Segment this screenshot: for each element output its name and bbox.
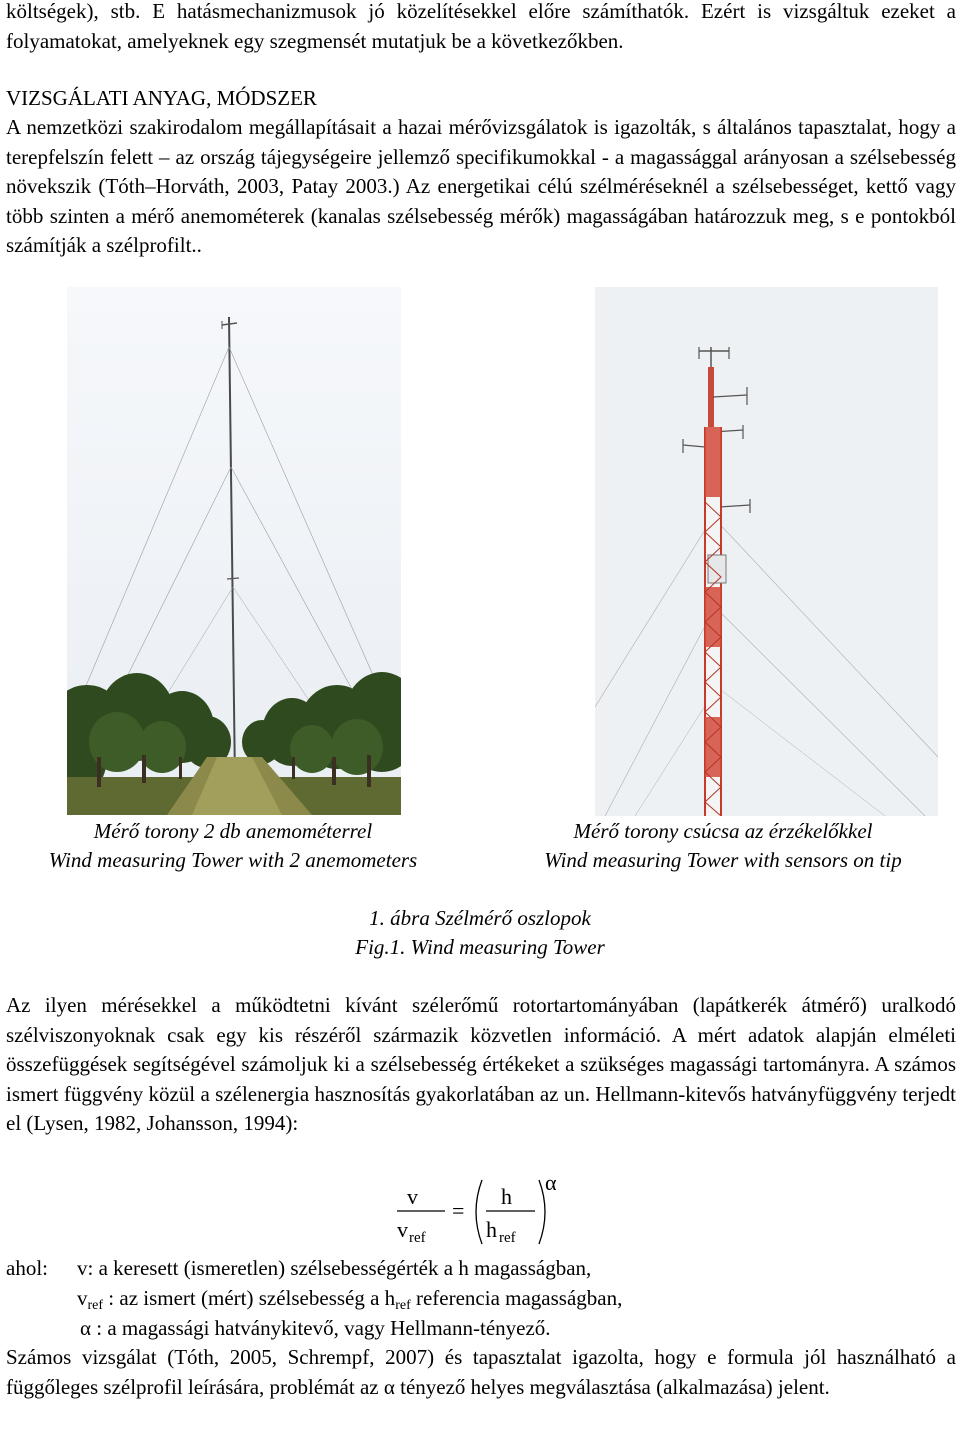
formula-v: v — [407, 1184, 418, 1209]
alpha-symbol-inline: α — [383, 1374, 395, 1399]
results-paragraph: Az ilyen mérésekkel a működtetni kívánt szélerőmű rotortartományában (lapátkerék átmérő) uralkodó szélviszonyoknak csak egy kis részéről származik közvetlen információ. A mért adatok alapján elméleti összefüggések segítségével számoljuk ki a szélsebesség értékeket a szükséges magassági tartományra. A számos ismert függvény közül a szélenergia hasznosítás gyakorlatában az un. Hellmann-kitevős hatványfüggvény terjedt el (Lysen, 1982, Johansson, 1994): — [6, 993, 956, 1135]
definition-alpha: α : a magassági hatványkitevő, vagy Hellmann-tényező. — [80, 1316, 551, 1340]
right-tower-photo — [595, 287, 938, 816]
formula-h-ref-sub: ref — [499, 1230, 516, 1246]
left-caption-hu: Mérő torony 2 db anemométerrel — [93, 819, 373, 843]
definition-v-ref: $v_{ref}$ : az ismert (mért) szélsebesség a $h_{ref}$ referencia magasságban, — [77, 1286, 623, 1313]
figure-label-en: Fig.1. Wind measuring Tower — [355, 935, 605, 959]
formula-v-ref-sub: ref — [409, 1230, 426, 1246]
final-paragraph: Számos vizsgálat (Tóth, 2005, Schrempf, 2007) és tapasztalat igazolta, hogy e formula jól használható a függőleges szélprofil leírására, problémát az α tényező helyes megválasztása (alkalmazása) jelent. — [6, 1345, 956, 1399]
definition-v: v: a keresett (ismeretlen) szélsebességérték a h magasságban, — [77, 1256, 592, 1280]
formula-v-ref-base: v — [397, 1217, 408, 1242]
left-tower-photo — [67, 287, 401, 815]
figure-label-hu: 1. ábra Szélmérő oszlopok — [369, 906, 591, 930]
right-caption-en: Wind measuring Tower with sensors on tip — [544, 848, 902, 872]
formula-equals: = — [452, 1198, 465, 1223]
left-paren-icon — [476, 1180, 482, 1244]
formula-h: h — [501, 1184, 512, 1209]
tall-mast-image — [67, 287, 401, 815]
method-paragraph: A nemzetközi szakirodalom megállapításait a hazai mérővizsgálatok is igazolták, s általános tapasztalat, hogy a terepfelszín felett – az ország tájegységeire jellemző specifikumokkal - a magassággal arányosan a szélsebesség növekszik (Tóth–Horváth, 2003, Patay 2003.) Az energetikai célú szélméréseknél a szélsebességet, kettő vagy több szinten a mérő anemométerek (kanalas szélsebesség mérők) magasságában határozzuk meg, s e pontokból számítják a szélprofilt.. — [6, 115, 956, 257]
ahol-label: ahol: — [6, 1256, 48, 1280]
right-caption-hu: Mérő torony csúcsa az érzékelőkkel — [573, 819, 873, 843]
formula-alpha: α — [545, 1174, 557, 1195]
left-caption-en: Wind measuring Tower with 2 anemometers — [48, 848, 418, 872]
formula-h-ref-base: h — [486, 1217, 497, 1242]
alpha-symbol: α — [80, 1316, 92, 1340]
lattice-tower-image — [595, 287, 938, 816]
intro-paragraph: költségek), stb. E hatásmechanizmusok jó közelítésekkel előre számíthatók. Ezért is vizsgáltuk ezeket a folyamatokat, amelyeknek egy szegmensét mutatjuk be a következőkben. — [6, 0, 956, 53]
formula-graphic — [395, 1174, 595, 1254]
hellmann-formula — [395, 1174, 595, 1254]
section-heading: VIZSGÁLATI ANYAG, MÓDSZER — [6, 86, 317, 110]
